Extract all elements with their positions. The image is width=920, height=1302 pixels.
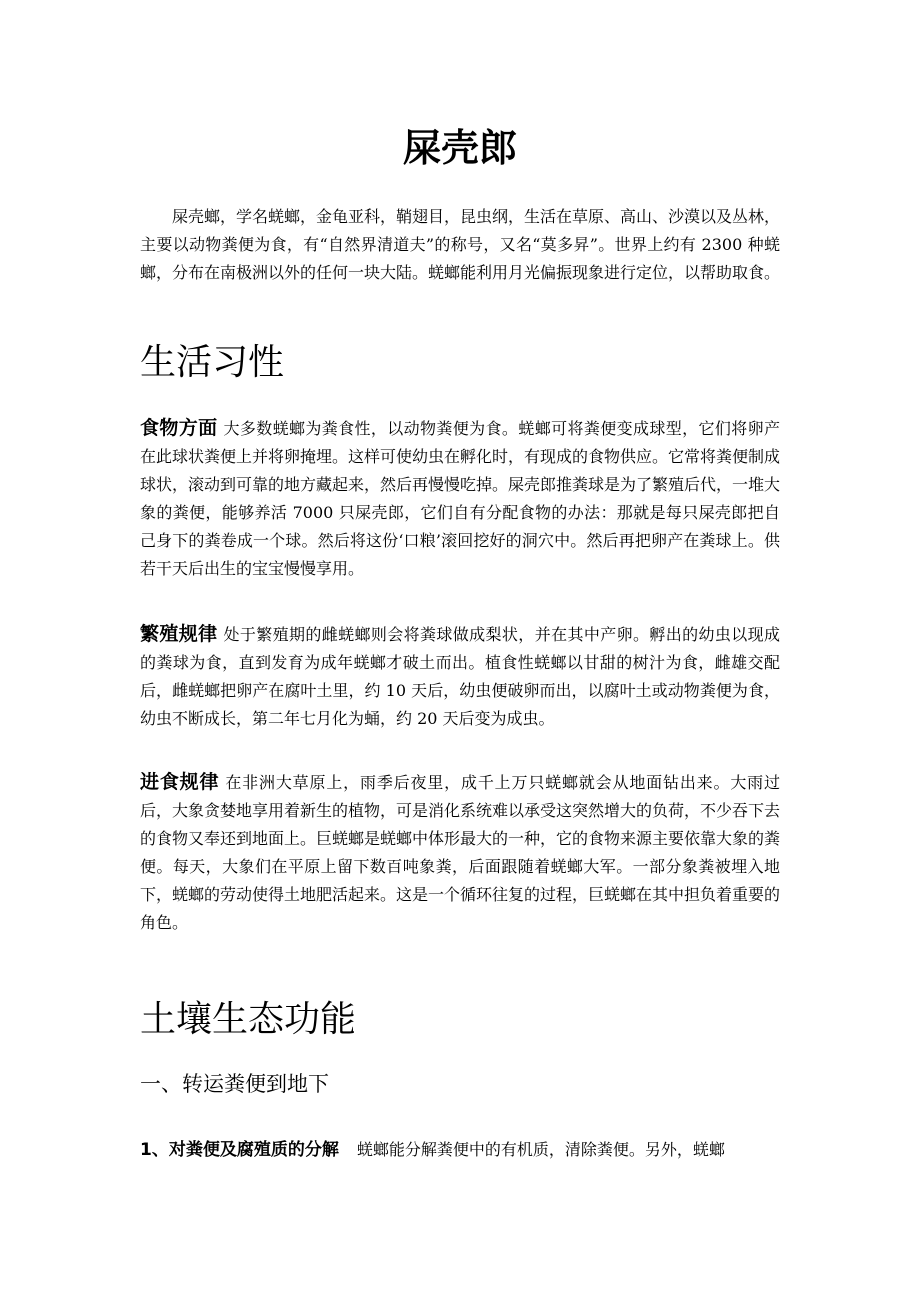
section-heading-soil: 土壤生态功能 <box>140 999 357 1040</box>
paragraph-lead: 食物方面 <box>140 417 218 439</box>
paragraph-lead: 进食规律 <box>140 771 220 793</box>
paragraph-text: 大多数蜣螂为粪食性，以动物粪便为食。蜣螂可将粪便变成球型，它们将卵产在此球状粪便上并将卵掩埋。这样可使幼虫在孵化时，有现成的食物供应。它常将粪便制成球状，滚动到可靠的地方藏起来，然后再慢慢吃掉。屎壳郎推粪球是为了繁殖后代，一堆大象的粪便，能够养活 7000 只屎壳郎，它们自有分配食物的办法：那就是每只屎壳郎把自己身下的粪卷成一个球。然后将这份‘口粮’滚回挖好的洞穴中。然后再把卵产在粪球上。供若干天后出生的宝宝慢慢享用。 <box>140 419 781 578</box>
paragraph-lead: 1、对粪便及腐殖质的分解 <box>140 1140 339 1160</box>
subsection-heading: 一、转运粪便到地下 <box>140 1072 329 1096</box>
paragraph-food <box>140 414 780 583</box>
paragraph-lead: 繁殖规律 <box>140 623 218 645</box>
paragraph-feeding <box>140 768 780 937</box>
page-title: 屎壳郎 <box>402 126 517 170</box>
paragraph-text: 蜣螂能分解粪便中的有机质，清除粪便。另外，蜣螂 <box>356 1140 725 1159</box>
paragraph-reproduction <box>140 620 780 733</box>
paragraph-text: 在非洲大草原上，雨季后夜里，成千上万只蜣螂就会从地面钻出来。大雨过后，大象贪婪地享用着新生的植物，可是消化系统难以承受这突然增大的负荷，不少吞下去的食物又奉还到地面上。巨蜣螂是蜣螂中体形最大的一种，它的食物来源主要依靠大象的粪便。每天，大象们在平原上留下数百吨象粪，后面跟随着蜣螂大军。一部分象粪被埋入地下，蜣螂的劳动使得土地肥活起来。这是一个循环往复的过程，巨蜣螂在其中担负着重要的角色。 <box>140 773 781 932</box>
paragraph-text: 处于繁殖期的雌蜣螂则会将粪球做成梨状，并在其中产卵。孵出的幼虫以现成的粪球为食，直到发育为成年蜣螂才破土而出。植食性蜣螂以甘甜的树汁为食，雌雄交配后，雌蜣螂把卵产在腐叶土里，约 10 天后，幼虫便破卵而出，以腐叶土或动物粪便为食，幼虫不断成长，第二年七月化为蛹，约 20 天后变为成虫。 <box>140 625 780 728</box>
section-heading-habits: 生活习性 <box>140 342 285 383</box>
paragraph-decomposition <box>140 1136 780 1164</box>
intro-paragraph: 屎壳螂，学名蜣螂，金龟亚科，鞘翅目，昆虫纲，生活在草原、高山、沙漠以及丛林，主要以动物粪便为食，有“自然界清道夫”的称号，又名“莫多昇”。世界上约有 2300 种蜣螂，分布在南极洲以外的任何一块大陆。蜣螂能利用月光偏振现象进行定位，以帮助取食。 <box>140 207 781 282</box>
